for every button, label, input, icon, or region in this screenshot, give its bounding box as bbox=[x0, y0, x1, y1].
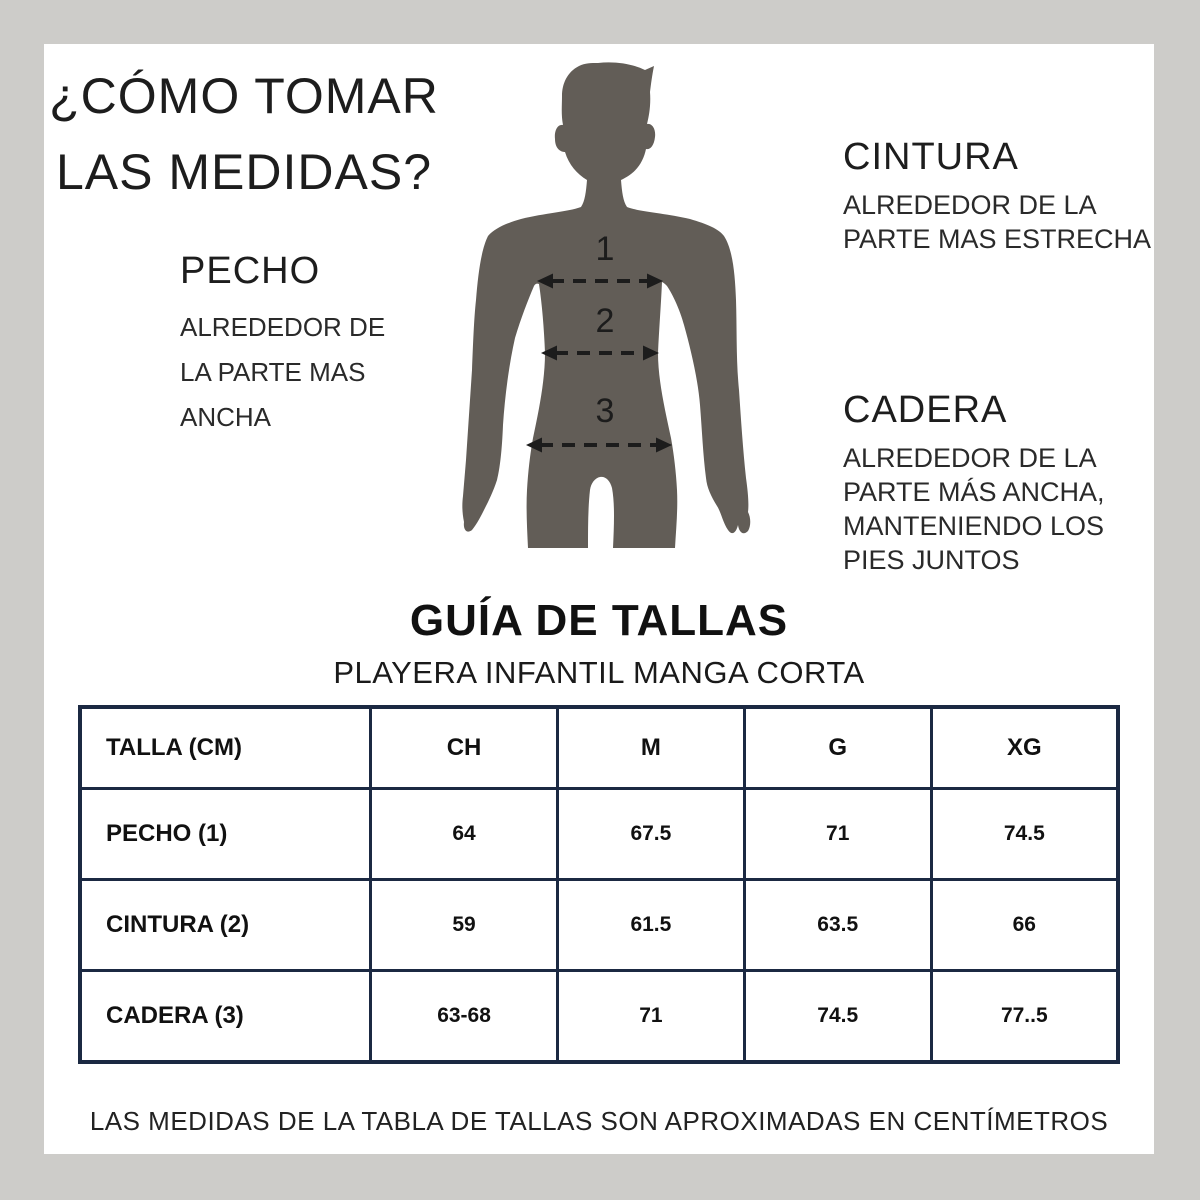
body-figure bbox=[455, 60, 755, 550]
cintura-value-xg: 66 bbox=[931, 880, 1118, 971]
pecho-value-ch: 64 bbox=[371, 789, 558, 880]
pecho-heading: PECHO bbox=[180, 250, 321, 292]
content-card bbox=[44, 44, 1154, 1154]
cintura-heading: CINTURA bbox=[843, 136, 1019, 178]
row-label-cintura: CINTURA (2) bbox=[80, 880, 371, 971]
size-header-g: G bbox=[744, 707, 931, 789]
table-row-pecho bbox=[80, 789, 1118, 880]
cintura-desc-line: PARTE MAS ESTRECHA bbox=[843, 223, 1152, 254]
pecho-desc-line: ANCHA bbox=[180, 401, 272, 432]
table-row-cadera bbox=[80, 971, 1118, 1063]
cadera-desc-line: PARTE MÁS ANCHA, bbox=[843, 476, 1105, 507]
chest-arrow-label: 1 bbox=[595, 230, 615, 268]
cadera-value-g: 74.5 bbox=[744, 971, 931, 1063]
pecho-desc-line: LA PARTE MAS bbox=[180, 356, 366, 387]
cadera-heading: CADERA bbox=[843, 389, 1008, 431]
page-title-line-2: LAS MEDIDAS? bbox=[55, 144, 432, 200]
hip-arrow-label: 3 bbox=[595, 392, 615, 430]
cintura-value-m: 61.5 bbox=[557, 880, 744, 971]
cadera-value-ch: 63-68 bbox=[371, 971, 558, 1063]
page-title bbox=[44, 58, 444, 210]
cintura-measure-block bbox=[843, 135, 1151, 256]
waist-arrow-label: 2 bbox=[595, 302, 615, 340]
cadera-desc-line: PIES JUNTOS bbox=[843, 544, 1020, 575]
footer-note: LAS MEDIDAS DE LA TABLA DE TALLAS SON APROXIMADAS EN CENTÍMETROS bbox=[89, 1106, 1109, 1136]
pecho-desc-line: ALREDEDOR DE bbox=[180, 311, 386, 342]
row-label-cadera: CADERA (3) bbox=[80, 971, 371, 1063]
pecho-description bbox=[180, 305, 385, 440]
row-label-pecho: PECHO (1) bbox=[80, 789, 371, 880]
page-title-line-1: ¿CÓMO TOMAR bbox=[49, 68, 439, 124]
cadera-desc-line: MANTENIENDO LOS bbox=[843, 510, 1105, 541]
cadera-value-xg: 77..5 bbox=[931, 971, 1118, 1063]
cintura-description bbox=[843, 188, 1151, 256]
size-guide-title: GUÍA DE TALLAS bbox=[409, 596, 789, 645]
size-table-header-row bbox=[80, 707, 1118, 789]
cintura-desc-line: ALREDEDOR DE LA bbox=[843, 189, 1097, 220]
cintura-value-ch: 59 bbox=[371, 880, 558, 971]
cadera-value-m: 71 bbox=[557, 971, 744, 1063]
pecho-value-m: 67.5 bbox=[557, 789, 744, 880]
cadera-measure-block bbox=[843, 388, 1105, 577]
pecho-value-xg: 74.5 bbox=[931, 789, 1118, 880]
size-header-ch: CH bbox=[371, 707, 558, 789]
pecho-value-g: 71 bbox=[744, 789, 931, 880]
size-table-corner-header: TALLA (CM) bbox=[80, 707, 371, 789]
cadera-description bbox=[843, 441, 1105, 577]
size-header-m: M bbox=[557, 707, 744, 789]
table-row-cintura bbox=[80, 880, 1118, 971]
size-table bbox=[78, 705, 1120, 1064]
pecho-measure-block bbox=[180, 249, 385, 440]
size-header-xg: XG bbox=[931, 707, 1118, 789]
size-guide-subtitle: PLAYERA INFANTIL MANGA CORTA bbox=[333, 655, 865, 690]
cintura-value-g: 63.5 bbox=[744, 880, 931, 971]
cadera-desc-line: ALREDEDOR DE LA bbox=[843, 442, 1097, 473]
